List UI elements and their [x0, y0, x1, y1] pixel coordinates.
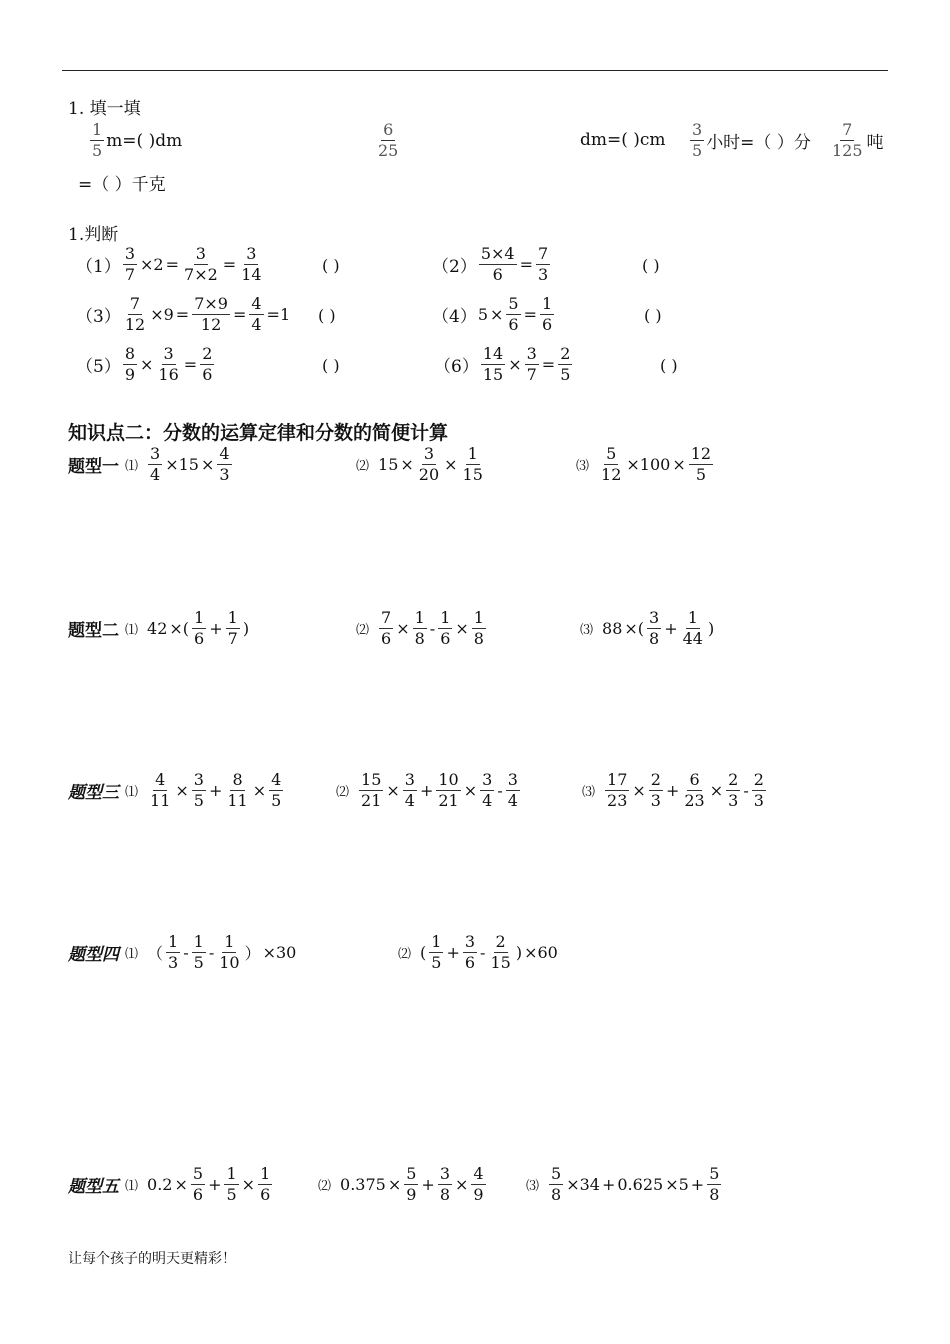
answer-blank[interactable]: ( ): [318, 306, 336, 325]
fill-item-f: =（ ）千克: [78, 175, 166, 195]
type-2-item-3: ⑶ 88 ×( $\frac{3}{8}$ + $\frac{1}{44}$ ): [580, 608, 715, 648]
fraction: $\frac{3}{5}$: [692, 120, 703, 160]
type-3-item-1: 题型三 ⑴ $\frac{4}{11}$ × $\frac{3}{5}$ + $\frac{8}{11}$ × $\frac{4}{5}$: [68, 770, 282, 810]
fraction: $\frac{1}{5}$: [92, 120, 103, 160]
answer-blank[interactable]: ( ): [644, 306, 662, 325]
answer-blank[interactable]: ( ): [660, 356, 678, 375]
judge-item-1: （1） $\frac{3}{7}$ ×2 = $\frac{3}{7\times 2}$ = $\frac{3}{14}$: [76, 244, 262, 284]
section-fill-title: 1. 填一填: [68, 99, 141, 119]
type-1-item-1: 题型一 ⑴ $\frac{3}{4}$ ×15 × $\frac{4}{3}$: [68, 444, 230, 484]
type-5-item-1: 题型五 ⑴ 0.2 × $\frac{5}{6}$ + $\frac{1}{5}$ × $\frac{1}{6}$: [68, 1164, 271, 1204]
type-3-item-2: ⑵ $\frac{15}{21}$ × $\frac{3}{4}$ + $\frac{10}{21}$ × $\frac{3}{4}$ - $\frac{3}{4}$: [336, 770, 518, 810]
fill-item-a: $\frac{1}{5}$ m=( )dm: [92, 120, 183, 160]
judge-item-2: （2） $\frac{5\times 4}{6}$ = $\frac{7}{3}$: [432, 244, 549, 284]
fill-item-c: dm=( )cm: [580, 130, 666, 150]
type-1-item-3: ⑶ $\frac{5}{12}$ ×100 × $\frac{12}{5}$: [576, 444, 712, 484]
top-rule: [62, 70, 888, 71]
judge-item-3: （3） $\frac{7}{12}$ ×9 = $\frac{7\times 9}{12}$ = $\frac{4}{4}$ =1: [76, 294, 291, 334]
fill-item-e: $\frac{7}{125}$ 吨: [832, 120, 884, 160]
answer-blank[interactable]: ( ): [322, 256, 340, 275]
section-judge-title: 1.判断: [68, 225, 119, 245]
fill-item-b: [374, 122, 402, 159]
judge-item-5: （5） $\frac{8}{9}$ × $\frac{3}{16}$ = $\frac{2}{6}$: [76, 344, 213, 384]
fraction: $\frac{7}{125}$: [832, 120, 863, 160]
answer-blank[interactable]: ( ): [322, 356, 340, 375]
answer-blank[interactable]: ( ): [642, 256, 660, 275]
fraction: $\frac{6}{25}$: [378, 120, 399, 160]
fill-item-d: $\frac{3}{5}$ 小时=（ ）分: [692, 120, 811, 160]
type-5-item-2: ⑵ 0.375 × $\frac{5}{9}$ + $\frac{3}{8}$ × $\frac{4}{9}$: [318, 1164, 484, 1204]
type-2-item-2: ⑵ $\frac{7}{6}$ × $\frac{1}{8}$ - $\frac{1}{6}$ × $\frac{1}{8}$: [356, 608, 484, 648]
type-5-item-3: ⑶ $\frac{5}{8}$ ×34 + 0.625 ×5 + $\frac{5}{8}$: [526, 1164, 720, 1204]
judge-item-6: （6） $\frac{14}{15}$ × $\frac{3}{7}$ = $\frac{2}{5}$: [434, 344, 571, 384]
section-heading: 知识点二：分数的运算定律和分数的简便计算: [68, 422, 449, 444]
judge-item-4: （4） 5 × $\frac{5}{6}$ = $\frac{1}{6}$: [432, 294, 553, 334]
type-4-item-1: 题型四 ⑴ （ $\frac{1}{3}$ - $\frac{1}{5}$ - $\frac{1}{10}$ ） ×30: [68, 932, 297, 972]
footer-slogan: 让每个孩子的明天更精彩！: [68, 1251, 236, 1267]
type-1-item-2: ⑵ 15 × $\frac{3}{20}$ × $\frac{1}{15}$: [356, 444, 483, 484]
type-4-item-2: ⑵ ( $\frac{1}{5}$ + $\frac{3}{6}$ - $\frac{2}{15}$ ) ×60: [398, 932, 558, 972]
type-3-item-3: ⑶ $\frac{17}{23}$ × $\frac{2}{3}$ + $\frac{6}{23}$ × $\frac{2}{3}$ - $\frac{2}{3}$: [582, 770, 764, 810]
type-2-item-1: 题型二 ⑴ 42 ×( $\frac{1}{6}$ + $\frac{1}{7}$ ): [68, 608, 250, 648]
